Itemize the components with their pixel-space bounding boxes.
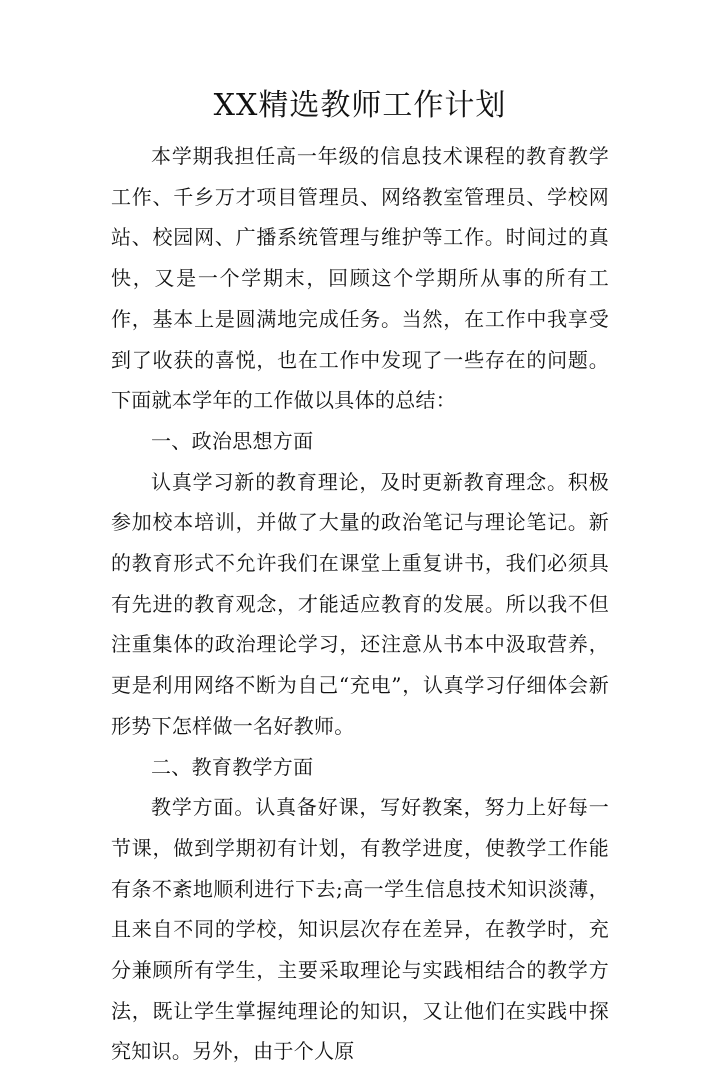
document-body bbox=[111, 136, 609, 1072]
section-heading-teaching: 二、教育教学方面 bbox=[151, 754, 314, 779]
section-heading-politics: 一、政治思想方面 bbox=[151, 428, 314, 453]
document-title: XX精选教师工作计划 bbox=[213, 88, 507, 123]
section-paragraph-politics: 认真学习新的教育理论，及时更新教育理念。积极参加校本培训，并做了大量的政治笔记与理论笔记。新的教育形式不允许我们在课堂上重复讲书，我们必须具有先进的教育观念，才能适应教育的发展。所以我不但注重集体的政治理论学习，还注意从书本中汲取营养，更是利用网络不断为自己“充电”，认真学习仔细体会新形势下怎样做一名好教师。 bbox=[111, 469, 609, 738]
intro-paragraph: 本学期我担任高一年级的信息技术课程的教育教学工作、千乡万才项目管理员、网络教室管理员、学校网站、校园网、广播系统管理与维护等工作。时间过的真快，又是一个学期末，回顾这个学期所从事的所有工作，基本上是圆满地完成任务。当然，在工作中我享受到了收获的喜悦，也在工作中发现了一些存在的问题。下面就本学年的工作做以具体的总结： bbox=[111, 144, 609, 413]
section-paragraph-teaching: 教学方面。认真备好课，写好教案，努力上好每一节课，做到学期初有计划，有教学进度，使教学工作能有条不紊地顺利进行下去;高一学生信息技术知识淡薄，且来自不同的学校，知识层次存在差异，在教学时，充分兼顾所有学生，主要采取理论与实践相结合的教学方法，既让学生掌握纯理论的知识，又让他们在实践中探究知识。另外，由于个人原 bbox=[111, 795, 609, 1064]
